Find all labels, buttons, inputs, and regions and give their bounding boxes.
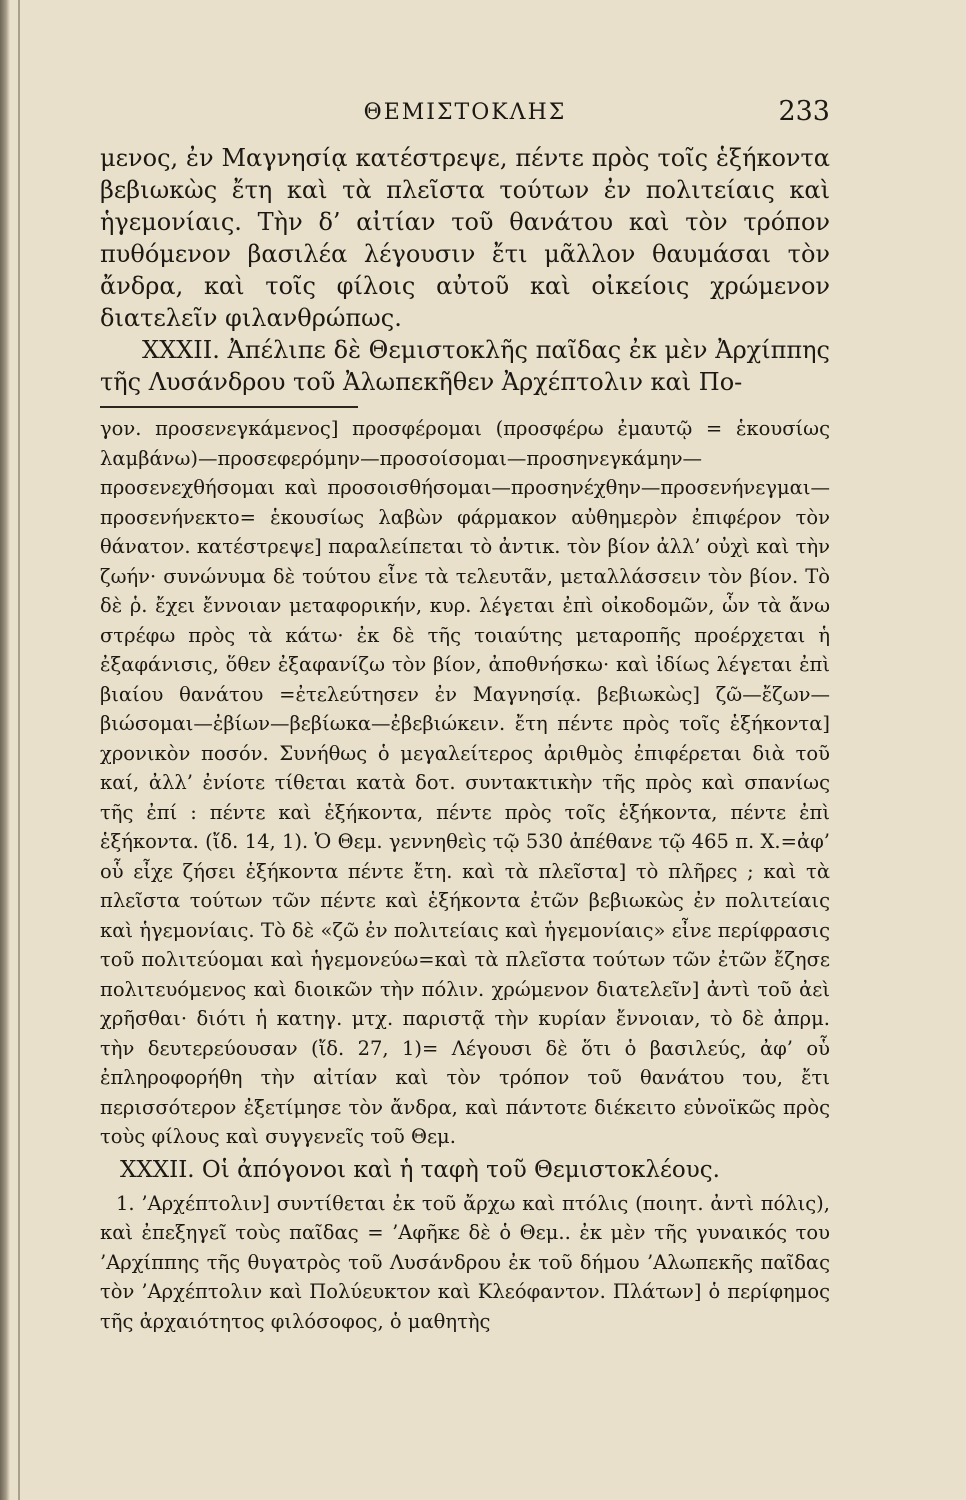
main-text	[100, 142, 830, 398]
commentary-section-heading: XXXII. Οἱ ἀπόγονοι καὶ ἡ ταφὴ τοῦ Θεμιστοκλέους.	[120, 1156, 720, 1183]
book-page	[100, 92, 830, 1336]
commentary-continuation: γον. προσενεγκάμενος] προσφέρομαι (προσφέρω ἐμαυτῷ = ἑκουσίως λαμβάνω)—προσεφερόμην—προσοίσομαι—προσηνεγκάμην— προσενεχθήσομαι καὶ προσοισθήσομαι—προσηνέχθην—προσενήνεγμαι—προσενήνεκτο= ἑκουσίως λαβὼν φάρμακον αὐθημερὸν ἐπιφέρον τὸν θάνατον. κατέστρεψε] παραλείπεται τὸ ἀντικ. τὸν βίον ἀλλ’ οὐχὶ καὶ τὴν ζωήν· συνώνυμα δὲ τούτου εἶνε τὰ τελευτᾶν, μεταλλάσσειν τὸν βίον. Τὸ δὲ ῥ. ἔχει ἔννοιαν μεταφορικήν, κυρ. λέγεται ἐπὶ οἰκοδομῶν, ὧν τὰ ἄνω στρέφω πρὸς τὰ κάτω· ἐκ δὲ τῆς τοιαύτης μεταροπῆς προέρχεται ἡ ἐξαφάνισις, ὅθεν ἐξαφανίζω τὸν βίον, ἀποθνήσκω· καὶ ἰδίως λέγεται ἐπὶ βιαίου θανάτου =ἐτελεύτησεν ἐν Μαγνησίᾳ. βεβιωκὼς] ζῶ—ἔζων—βιώσομαι—ἐβίων—βεβίωκα—ἐβεβιώκειν. ἔτη πέντε πρὸς τοῖς ἑξήκοντα] χρονικὸν ποσόν. Συνήθως ὁ μεγαλείτερος ἀριθμὸς ἐπιφέρεται διὰ τοῦ καί, ἀλλ’ ἐνίοτε τίθεται κατὰ δοτ. συντακτικὴν τῆς πρὸς καὶ σπανίως τῆς ἐπί : πέντε καὶ ἑξήκοντα, πέντε πρὸς τοῖς ἑξήκοντα, πέντε ἐπὶ ἑξήκοντα. (ἴδ. 14, 1). Ὁ Θεμ. γεννηθεὶς τῷ 530 ἀπέθανε τῷ 465 π. Χ.=ἀφ’ οὗ εἶχε ζήσει ἑξήκοντα πέντε ἔτη. καὶ τὰ πλεῖστα] τὸ πλῆρες ; καὶ τὰ πλεῖστα τούτων τῶν πέντε καὶ ἑξήκοντα ἐτῶν βεβιωκὼς ἐν πολιτείαις καὶ ἡγεμονίαις. Τὸ δὲ «ζῶ ἐν πολιτείαις καὶ ἡγεμονίαις» εἶνε περίφρασις τοῦ πολιτεύομαι καὶ ἡγεμονεύω=καὶ τὰ πλεῖστα τούτων τῶν ἐτῶν ἔζησε πολιτευόμενος καὶ διοικῶν τὴν πόλιν. χρώμενον διατελεῖν] ἀντὶ τοῦ ἀεὶ χρῆσθαι· διότι ἡ κατηγ. μτχ. παριστᾷ τὴν κυρίαν ἔννοιαν, τὸ δὲ ἀπρμ. τὴν δευτερεύουσαν (ἴδ. 27, 1)= Λέγουσι δὲ ὅτι ὁ βασιλεύς, ἀφ’ οὗ ἐπληροφορήθη τὴν αἰτίαν καὶ τὸν τρόπον τοῦ θανάτου του, ἔτι περισσότερον ἐξετίμησε τὸν ἄνδρα, καὶ πάντοτε διέκειτο εὐνοϊκῶς πρὸς τοὺς φίλους καὶ συγγενεῖς τοῦ Θεμ.	[100, 417, 830, 1148]
gutter-line	[18, 0, 20, 1500]
footnote-separator-rule	[100, 406, 358, 408]
page-number: 233	[778, 96, 830, 127]
running-title: ΘΕΜΙΣΤΟΚΛΗΣ	[363, 100, 567, 125]
commentary	[100, 414, 830, 1336]
main-text-continuation: μενος, ἐν Μαγνησίᾳ κατέστρεψε, πέντε πρὸς τοῖς ἑξήκοντα βεβιωκὼς ἔτη καὶ τὰ πλεῖστα τούτων ἐν πολιτείαις καὶ ἡγεμονίαις. Τὴν δ’ αἰτίαν τοῦ θανάτου καὶ τὸν τρόπον πυθόμενον βασιλέα λέγουσιν ἔτι μᾶλλον θαυμάσαι τὸν ἄνδρα, καὶ τοῖς φίλοις αὐτοῦ καὶ οἰκείοις χρώμενον διατελεῖν φιλανθρώπως.	[100, 144, 830, 332]
commentary-note-1: 1. ’Αρχέπτολιν] συντίθεται ἐκ τοῦ ἄρχω καὶ πτόλις (ποιητ. ἀντὶ πόλις), καὶ ἐπεξηγεῖ τοὺς παῖδας = ’Αφῆκε δὲ ὁ Θεμ.. ἐκ μὲν τῆς γυναικός του ’Αρχίππης τῆς θυγατρὸς τοῦ Λυσάνδρου ἐκ τοῦ δήμου ’Αλωπεκῆς παῖδας τὸν ’Αρχέπτολιν καὶ Πολύευκτον καὶ Κλεόφαντον. Πλάτων] ὁ περίφημος τῆς ἀρχαιότητος φιλόσοφος, ὁ μαθητὴς	[100, 1191, 830, 1333]
main-text-section-xxxii: XXXII. Ἀπέλιπε δὲ Θεμιστοκλῆς παῖδας ἐκ μὲν Ἀρχίππης τῆς Λυσάνδρου τοῦ Ἀλωπεκῆθεν Ἀρχέπτολιν καὶ Πο-	[100, 336, 830, 396]
book-binding-edge	[0, 0, 10, 1500]
page-header	[100, 92, 830, 138]
